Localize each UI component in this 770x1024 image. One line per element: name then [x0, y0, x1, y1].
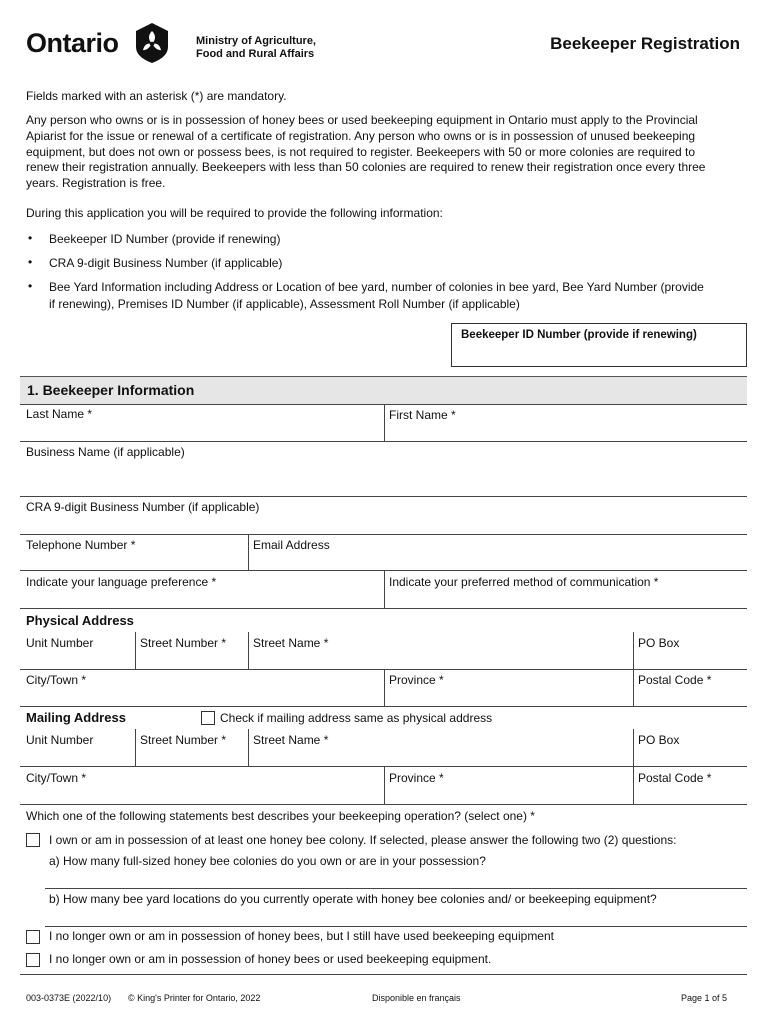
option-no-bees-label: I no longer own or am in possession of honey bees or used beekeeping equipment. — [49, 952, 492, 966]
communication-method-label: Indicate your preferred method of communication * — [389, 575, 659, 589]
physical-po-box-label: PO Box — [638, 636, 680, 650]
mailing-unit-label: Unit Number — [26, 733, 94, 747]
beekeeper-id-label: Beekeeper ID Number (provide if renewing) — [461, 329, 697, 341]
bullet-icon: • — [28, 279, 33, 293]
telephone-label: Telephone Number * — [26, 538, 136, 552]
same-address-checkbox[interactable] — [201, 711, 215, 725]
last-name-label: Last Name * — [26, 407, 93, 421]
physical-postal-label: Postal Code * — [638, 673, 712, 687]
first-name-label: First Name * — [389, 408, 456, 422]
intro-paragraph-line: renew their registration annually. Beekeepers with less than 50 colonies are required to renew their registration once every three — [26, 160, 706, 174]
beekeeper-id-input[interactable] — [451, 323, 747, 367]
bee-yard-count-question: b) How many bee yard locations do you currently operate with honey bee colonies and/ or beekeeping equipment? — [49, 892, 657, 906]
bullet-item-continued: if renewing), Premises ID Number (if applicable), Assessment Roll Number (if applicable) — [49, 297, 520, 311]
physical-province-label: Province * — [389, 673, 444, 687]
ministry-name-line2: Food and Rural Affairs — [196, 48, 315, 60]
physical-city-label: City/Town * — [26, 673, 87, 687]
physical-street-number-label: Street Number * — [140, 636, 227, 650]
option-used-equipment-label: I no longer own or am in possession of honey bees, but I still have used beekeeping equipment — [49, 929, 554, 943]
mailing-address-title: Mailing Address — [26, 710, 126, 725]
option-no-bees-checkbox[interactable] — [26, 953, 40, 967]
bee-yard-count-input[interactable] — [45, 906, 747, 926]
intro-paragraph-line: Apiarist for the issue or renewal of a certificate of registration. Any person who owns or is in possession of unused beekeeping — [26, 129, 696, 143]
option-used-equipment-checkbox[interactable] — [26, 930, 40, 944]
same-address-label: Check if mailing address same as physical address — [220, 711, 493, 725]
cra-number-label: CRA 9-digit Business Number (if applicable) — [26, 500, 260, 514]
language-preference-label: Indicate your language preference * — [26, 575, 217, 589]
option-own-colony-checkbox[interactable] — [26, 833, 40, 847]
french-version-link[interactable]: Disponible en français — [372, 993, 461, 1003]
option-own-colony-label: I own or am in possession of at least one honey bee colony. If selected, please answer the following two (2) questions: — [49, 833, 677, 847]
bullet-item: Bee Yard Information including Address or Location of bee yard, number of colonies in bee yard, Bee Yard Number (provide — [49, 280, 704, 294]
operation-question: Which one of the following statements best describes your beekeeping operation? (select one) * — [26, 809, 535, 823]
form-number: 003-0373E (2022/10) — [26, 993, 112, 1003]
section1-title: 1. Beekeeper Information — [27, 382, 195, 398]
physical-address-title: Physical Address — [26, 613, 134, 628]
mailing-province-label: Province * — [389, 771, 444, 785]
form-title: Beekeeper Registration — [550, 34, 740, 53]
ontario-logo-text: Ontario — [26, 28, 119, 58]
page-number: Page 1 of 5 — [680, 993, 727, 1003]
colony-count-question: a) How many full-sized honey bee colonies do you own or are in your possession? — [49, 854, 486, 868]
physical-unit-label: Unit Number — [26, 636, 94, 650]
intro-paragraph-line: years. Registration is free. — [26, 176, 166, 190]
mandatory-note: Fields marked with an asterisk (*) are mandatory. — [26, 89, 287, 103]
mailing-street-number-label: Street Number * — [140, 733, 227, 747]
bullet-item: Beekeeper ID Number (provide if renewing) — [49, 232, 281, 246]
mailing-postal-label: Postal Code * — [638, 771, 712, 785]
mailing-po-box-label: PO Box — [638, 733, 680, 747]
bullet-icon: • — [28, 231, 33, 245]
colony-count-input[interactable] — [45, 868, 747, 888]
copyright: © King's Printer for Ontario, 2022 — [128, 993, 261, 1003]
email-label: Email Address — [253, 538, 330, 552]
trillium-logo-icon — [133, 22, 171, 64]
mailing-city-label: City/Town * — [26, 771, 87, 785]
bullet-item: CRA 9-digit Business Number (if applicable) — [49, 256, 283, 270]
business-name-label: Business Name (if applicable) — [26, 445, 185, 459]
section1-header — [20, 376, 747, 405]
ministry-name-line1: Ministry of Agriculture, — [196, 35, 316, 47]
intro-paragraph-line: equipment, but does not own or possess bees, is not required to register. Beekeepers with 50 or more colonies are required to — [26, 145, 696, 159]
mailing-street-name-label: Street Name * — [253, 733, 329, 747]
physical-street-name-label: Street Name * — [253, 636, 329, 650]
info-lead: During this application you will be required to provide the following information: — [26, 206, 443, 220]
intro-paragraph-line: Any person who owns or is in possession of honey bees or used beekeeping equipment in Ontario must apply to the Provincial — [26, 113, 698, 127]
bullet-icon: • — [28, 255, 33, 269]
